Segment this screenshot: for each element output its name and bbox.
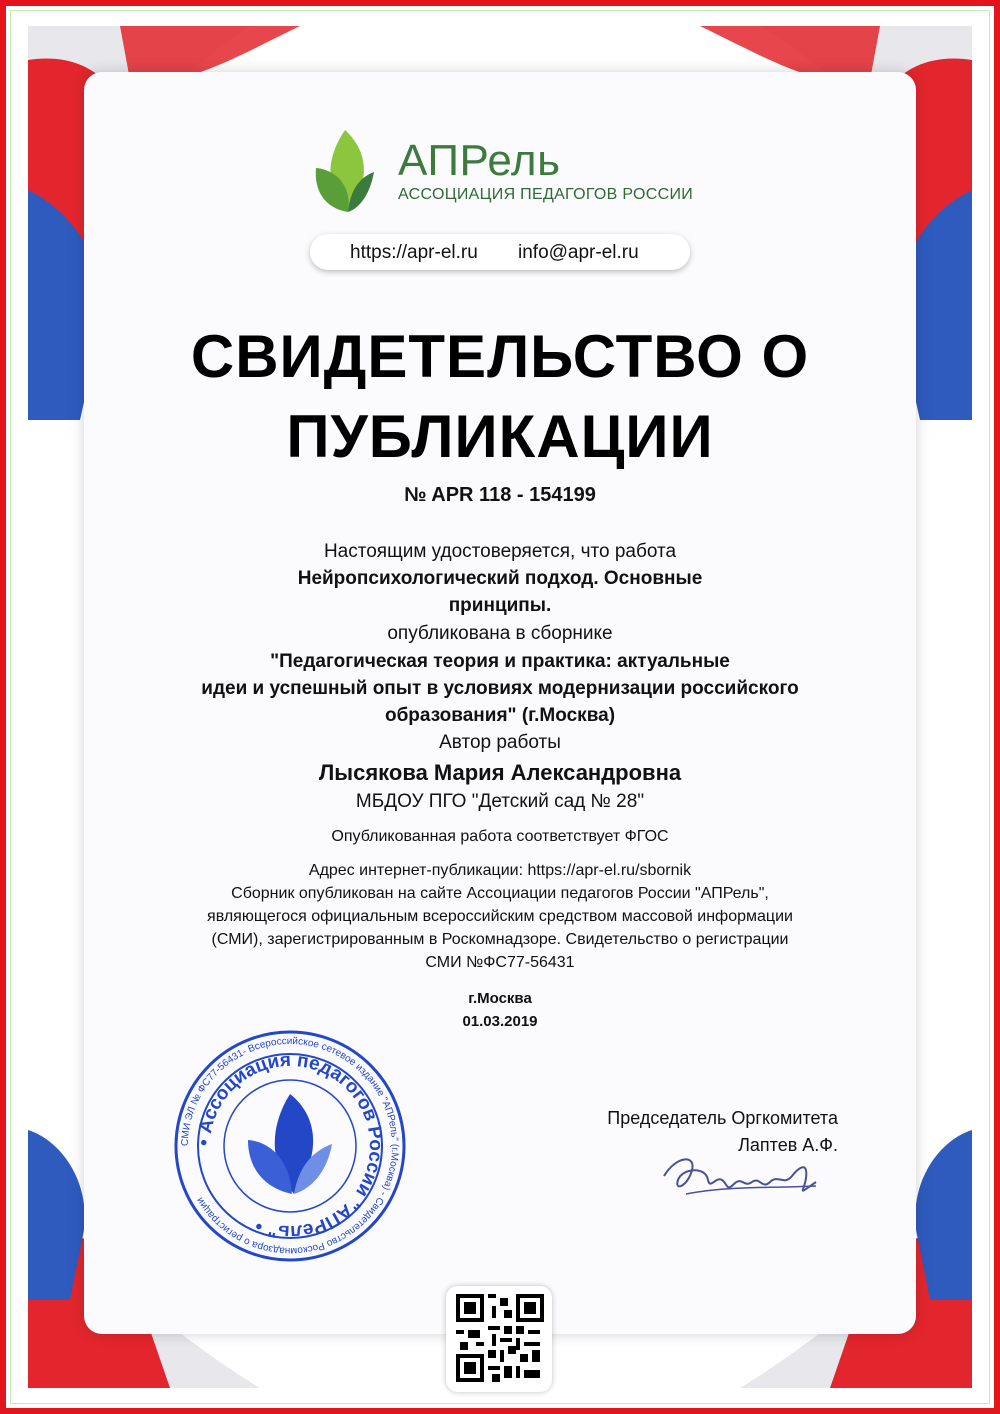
stamp-inner-text: • Ассоциация педагогов России "АПРель" • xyxy=(193,1049,387,1243)
handwritten-signature xyxy=(656,1146,826,1206)
published-in-text: опубликована в сборнике xyxy=(387,623,613,644)
registration-note-line4: СМИ №ФС77-56431 xyxy=(425,954,575,971)
certificate-number: № APR 118 - 154199 xyxy=(404,484,596,506)
collection-line3: образования" (г.Москва) xyxy=(384,705,616,726)
fgos-note: Опубликованная работа соответствует ФГОС xyxy=(331,828,669,845)
organization: МБДОУ ПГО "Детский сад № 28" xyxy=(355,791,645,812)
intro-text: Настоящим удостоверяется, что работа xyxy=(323,541,677,562)
brand-subtitle: АССОЦИАЦИЯ ПЕДАГОГОВ РОССИИ xyxy=(398,186,694,203)
city: г.Москва xyxy=(468,990,532,1007)
website-link[interactable]: https://apr-el.ru xyxy=(350,242,478,263)
signatory-name: Лаптев А.Ф. xyxy=(738,1135,838,1155)
email-link[interactable]: info@apr-el.ru xyxy=(518,242,639,263)
registration-note-line2: являющегося официальным всероссийским средством массовой информации xyxy=(207,908,793,925)
association-stamp xyxy=(172,1028,408,1264)
collection-line2: идеи и успешный опыт в условиях модернизации российского xyxy=(201,678,799,699)
certificate-title-line1: СВИДЕТЕЛЬСТВО О xyxy=(190,323,810,390)
author-label: Автор работы xyxy=(439,732,561,753)
registration-note-line1: Сборник опубликован на сайте Ассоциации педагогов России "АПРель", xyxy=(231,885,769,902)
qr-code-icon[interactable] xyxy=(456,1294,544,1382)
leaf-logo-icon xyxy=(312,128,378,214)
registration-note-line3: (СМИ), зарегистрированным в Роскомнадзоре. Свидетельство о регистрации xyxy=(211,931,789,948)
publication-address: Адрес интернет-публикации: https://apr-el.ru/sbornik xyxy=(308,862,692,879)
stamp-outer-text: СМИ ЭЛ № ФС77-56431- Всероссийское сетевое издание "АПРель" (г.Москва) - Свидетельство Роскомнадзора о регистрации xyxy=(179,1035,401,1257)
issue-date: 01.03.2019 xyxy=(462,1013,538,1030)
brand-name: АПРель xyxy=(398,136,561,185)
work-title-line1: Нейропсихологический подход. Основные xyxy=(297,568,703,589)
signatory-position: Председатель Оргкомитета xyxy=(607,1108,838,1128)
author-name: Лысякова Мария Александровна xyxy=(318,760,682,785)
certificate-title-line2: ПУБЛИКАЦИИ xyxy=(286,403,714,470)
collection-line1: "Педагогическая теория и практика: актуальные xyxy=(270,651,730,672)
work-title-line2: принципы. xyxy=(448,595,552,616)
